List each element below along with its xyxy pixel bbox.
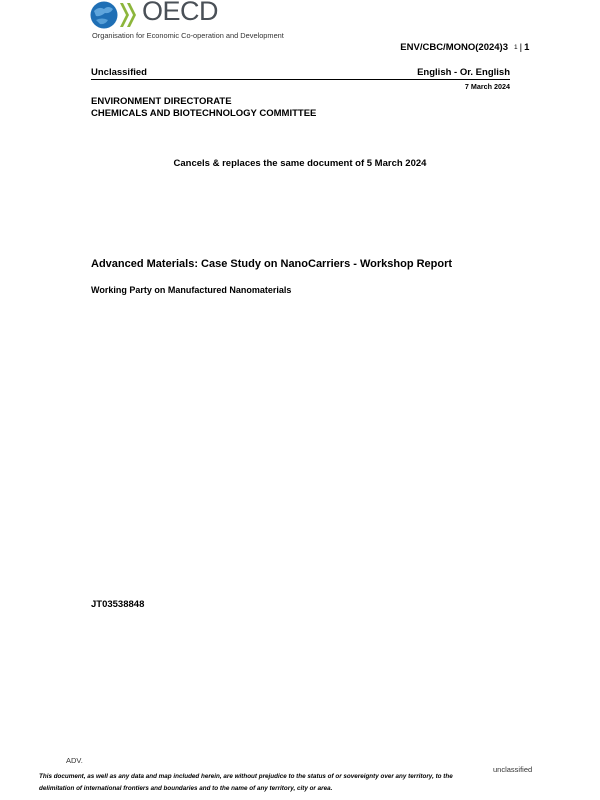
cancels-notice: Cancels & replaces the same document of 5 March 2024 xyxy=(173,158,427,169)
footer-classification: unclassified xyxy=(493,765,533,774)
page-separator: | xyxy=(519,42,523,53)
oecd-logo xyxy=(90,0,300,44)
document-title: Advanced Materials: Case Study on NanoCarriers - Workshop Report xyxy=(91,258,453,270)
footer-disclaimer xyxy=(39,771,489,795)
footer-adv: ADV. xyxy=(66,756,83,765)
page-number: 1 xyxy=(524,42,530,53)
logo-tagline: Organisation for Economic Co-operation and Development xyxy=(92,31,284,40)
document-subtitle: Working Party on Manufactured Nanomaterials xyxy=(91,285,292,295)
page-number-block xyxy=(514,42,529,53)
disclaimer-line: This document, as well as any data and map included herein, are without prejudice to the status of or sovereignty over any territory, to the xyxy=(39,773,453,780)
oecd-globe-icon xyxy=(90,0,150,30)
language-label: English - Or. English xyxy=(417,67,510,78)
classification-row xyxy=(91,67,510,80)
disclaimer-line: delimitation of international frontiers and boundaries and to the name of any territory, city or area. xyxy=(39,785,333,792)
committee-line: CHEMICALS AND BIOTECHNOLOGY COMMITTEE xyxy=(91,108,317,119)
directorate-line: ENVIRONMENT DIRECTORATE xyxy=(91,96,232,107)
jt-number: JT03538848 xyxy=(91,599,145,610)
logo-wordmark: OECD xyxy=(142,0,219,26)
document-date: 7 March 2024 xyxy=(464,82,510,91)
page-small-number: 1 xyxy=(514,44,518,51)
classification-status: Unclassified xyxy=(91,67,147,78)
document-reference: ENV/CBC/MONO(2024)3 xyxy=(400,42,508,53)
directorate-block xyxy=(91,96,316,120)
